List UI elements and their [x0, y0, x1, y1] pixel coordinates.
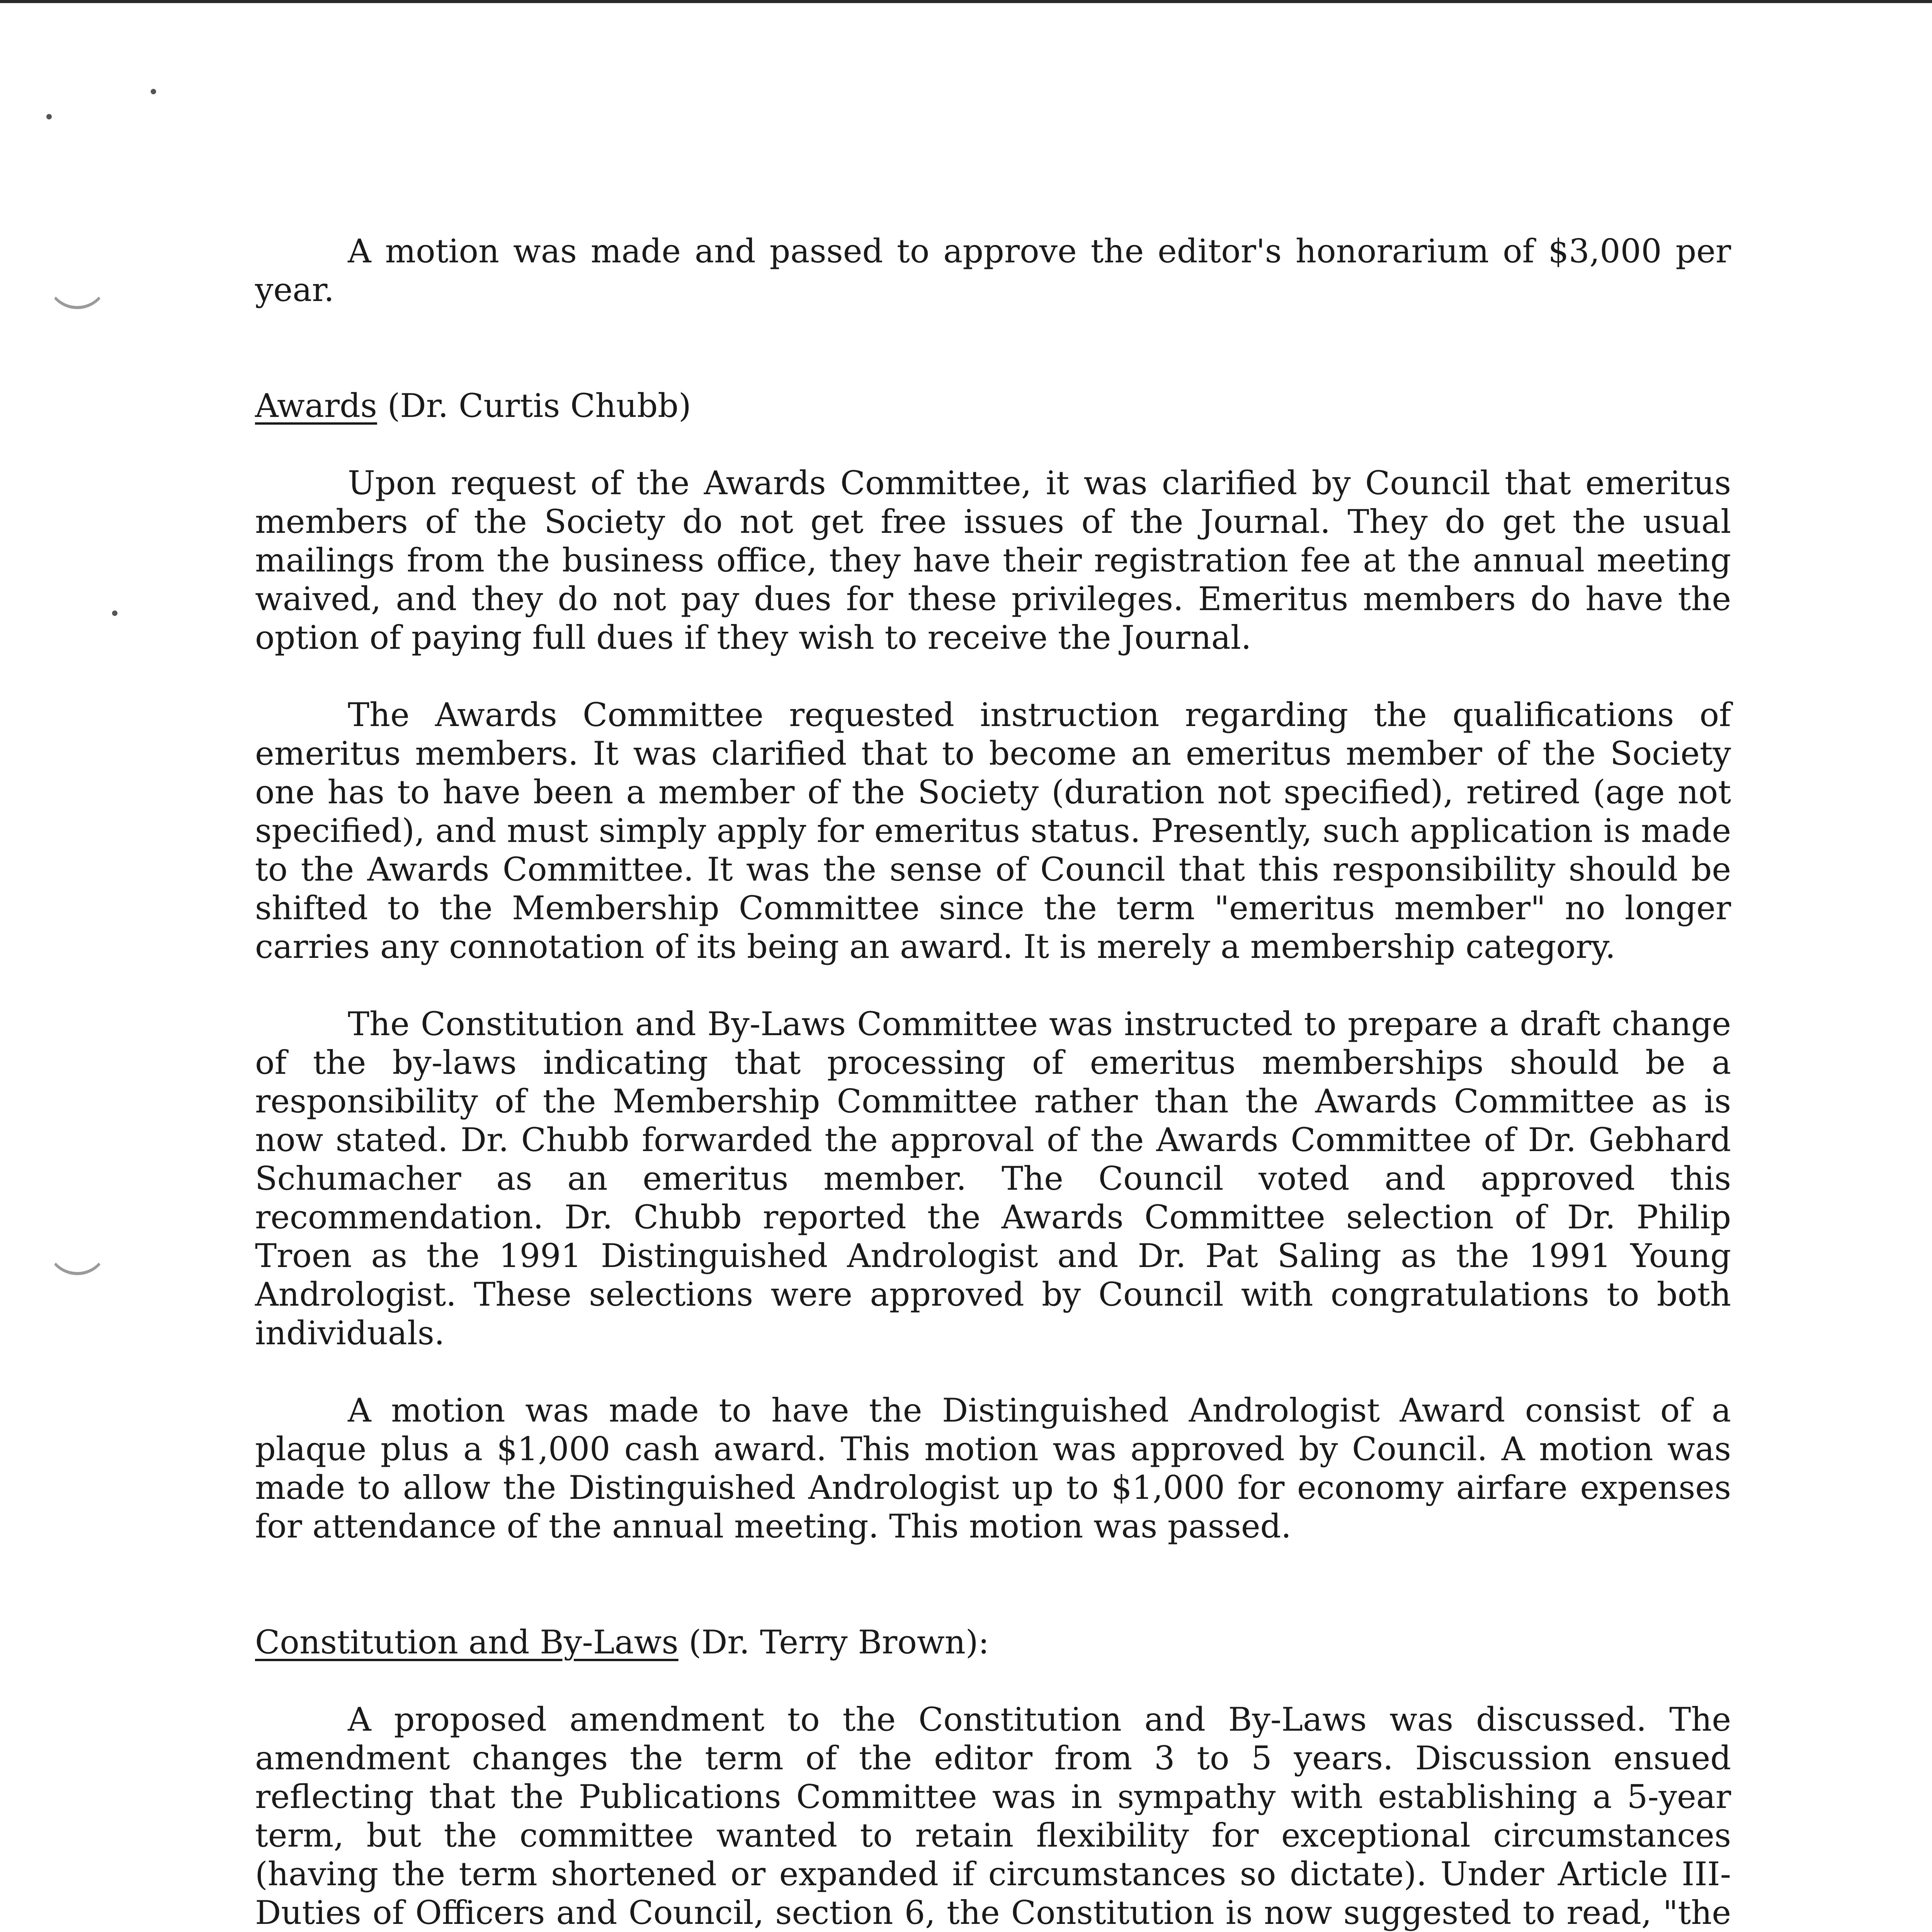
awards-paragraph-bylaws-change: The Constitution and By-Laws Committee was instructed to prepare a draft change of the by-laws indicating that processing of emeritus memberships should be a responsibility of the Membership Committee rather than the Awards Committee as is now stated. Dr. Chubb forwarded the approval of the Awards Committee of Dr. Gebhard Schumacher as an emeritus member. The Council voted and approved this recommendation. Dr. Chubb reported the Awards Committee selection of Dr. Philip Troen as the 1991 Distinguished Andrologist and Dr. Pat Saling as the 1991 Young Andrologist. These selections were approved by Council with congratulations to both individuals. [255, 1005, 1731, 1352]
bylaws-section-heading [255, 1623, 1731, 1662]
binder-hole-middle [46, 1213, 108, 1275]
bylaws-paragraph-editor-term: A proposed amendment to the Constitution and By-Laws was discussed. The amendment changes the term of the editor from 3 to 5 years. Discussion ensued reflecting that the Publications Committee was in sympathy with establishing a 5-year term, but the committee wanted to retain flexibility for exceptional circumstances (having the term shortened or expanded if circumstances so dictate). Under Article III- Duties of Officers and Council, section 6, the Constitution is now suggested to read, "the [255, 1701, 1731, 1932]
awards-heading-title: Awards [255, 387, 377, 425]
bylaws-heading-title: Constitution and By-Laws [255, 1623, 679, 1661]
awards-paragraph-emeritus-benefits: Upon request of the Awards Committee, it was clarified by Council that emeritus members of the Society do not get free issues of the Journal. They do get the usual mailings from the business office, they have their registration fee at the annual meeting waived, and they do not pay dues for these privileges. Emeritus members do have the option of paying full dues if they wish to receive the Journal. [255, 464, 1731, 656]
awards-paragraph-emeritus-qualifications: The Awards Committee requested instruction regarding the qualifications of emeritus members. It was clarified that to become an emeritus member of the Society one has to have been a member of the Society (duration not specified), retired (age not specified), and must simply apply for emeritus status. Presently, such application is made to the Awards Committee. It was the sense of Council that this responsibility should be shifted to the Membership Committee since the term "emeritus member" no longer carries any connotation of its being an award. It is merely a membership category. [255, 696, 1731, 966]
document-body [255, 232, 1731, 1932]
scan-speck [151, 89, 156, 94]
awards-heading-presenter: (Dr. Curtis Chubb) [377, 387, 691, 425]
awards-section-heading [255, 386, 1731, 425]
awards-paragraph-distinguished-award: A motion was made to have the Distinguished Andrologist Award consist of a plaque plus a $1,000 cash award. This motion was approved by Council. A motion was made to allow the Distinguished Andrologist up to $1,000 for economy airfare expenses for attendance of the annual meeting. This motion was passed. [255, 1391, 1731, 1545]
scan-speck [46, 114, 52, 119]
scan-speck [112, 611, 117, 616]
page-top-edge [0, 0, 1932, 3]
binder-hole-top [46, 247, 108, 309]
bylaws-heading-presenter: (Dr. Terry Brown): [678, 1623, 989, 1661]
honorarium-paragraph: A motion was made and passed to approve the editor's honorarium of $3,000 per year. [255, 232, 1731, 309]
